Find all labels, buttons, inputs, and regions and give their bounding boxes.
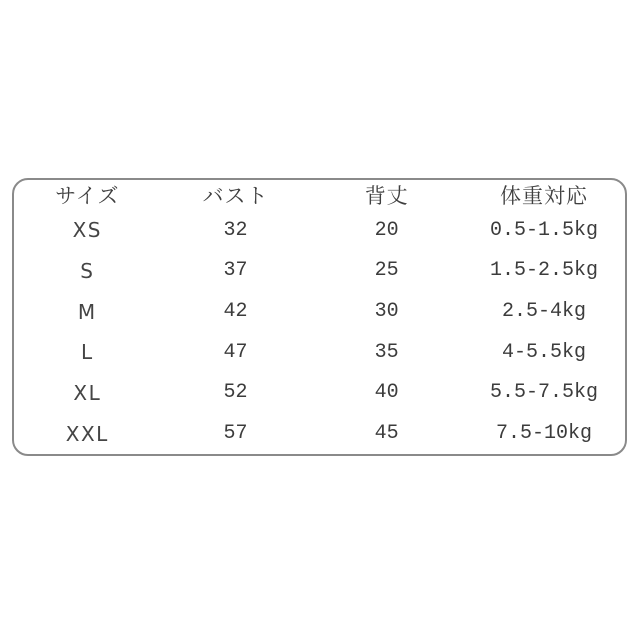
weight-cell: 2.5-4kg: [502, 300, 587, 324]
bust-cell: 52: [223, 381, 248, 405]
size-chart-table: [14, 180, 625, 454]
bust-cell: 57: [223, 422, 248, 446]
weight-cell: 7.5-10kg: [496, 422, 593, 446]
column-header-weight: 体重対応: [500, 184, 589, 208]
size-cell: XL: [73, 380, 102, 405]
header-row: [14, 180, 625, 210]
back-length-cell: 45: [374, 422, 399, 446]
table-row: [14, 210, 625, 251]
bust-cell: 32: [223, 218, 248, 242]
back-length-cell: 30: [374, 300, 399, 324]
table-row: [14, 373, 625, 414]
back-length-cell: 25: [374, 259, 399, 283]
column-header-back-length: 背丈: [364, 184, 409, 208]
size-cell: XS: [72, 218, 103, 243]
table-row: [14, 291, 625, 332]
table-row: [14, 251, 625, 292]
weight-cell: 4-5.5kg: [502, 340, 587, 364]
back-length-cell: 35: [374, 340, 399, 364]
weight-cell: 0.5-1.5kg: [490, 218, 599, 242]
bust-cell: 47: [223, 340, 248, 364]
size-cell: L: [80, 340, 94, 365]
size-chart-panel: [12, 178, 627, 456]
size-cell: M: [77, 299, 97, 324]
column-header-bust: バスト: [202, 184, 269, 208]
table-row: [14, 413, 625, 454]
weight-cell: 1.5-2.5kg: [490, 259, 599, 283]
size-cell: S: [80, 258, 95, 283]
size-chart-header: [14, 180, 625, 210]
size-chart-body: [14, 210, 625, 454]
table-row: [14, 332, 625, 373]
back-length-cell: 40: [374, 381, 399, 405]
size-cell: XXL: [65, 421, 109, 446]
weight-cell: 5.5-7.5kg: [490, 381, 599, 405]
bust-cell: 37: [223, 259, 248, 283]
back-length-cell: 20: [374, 218, 399, 242]
column-header-size: サイズ: [55, 184, 120, 208]
bust-cell: 42: [223, 300, 248, 324]
